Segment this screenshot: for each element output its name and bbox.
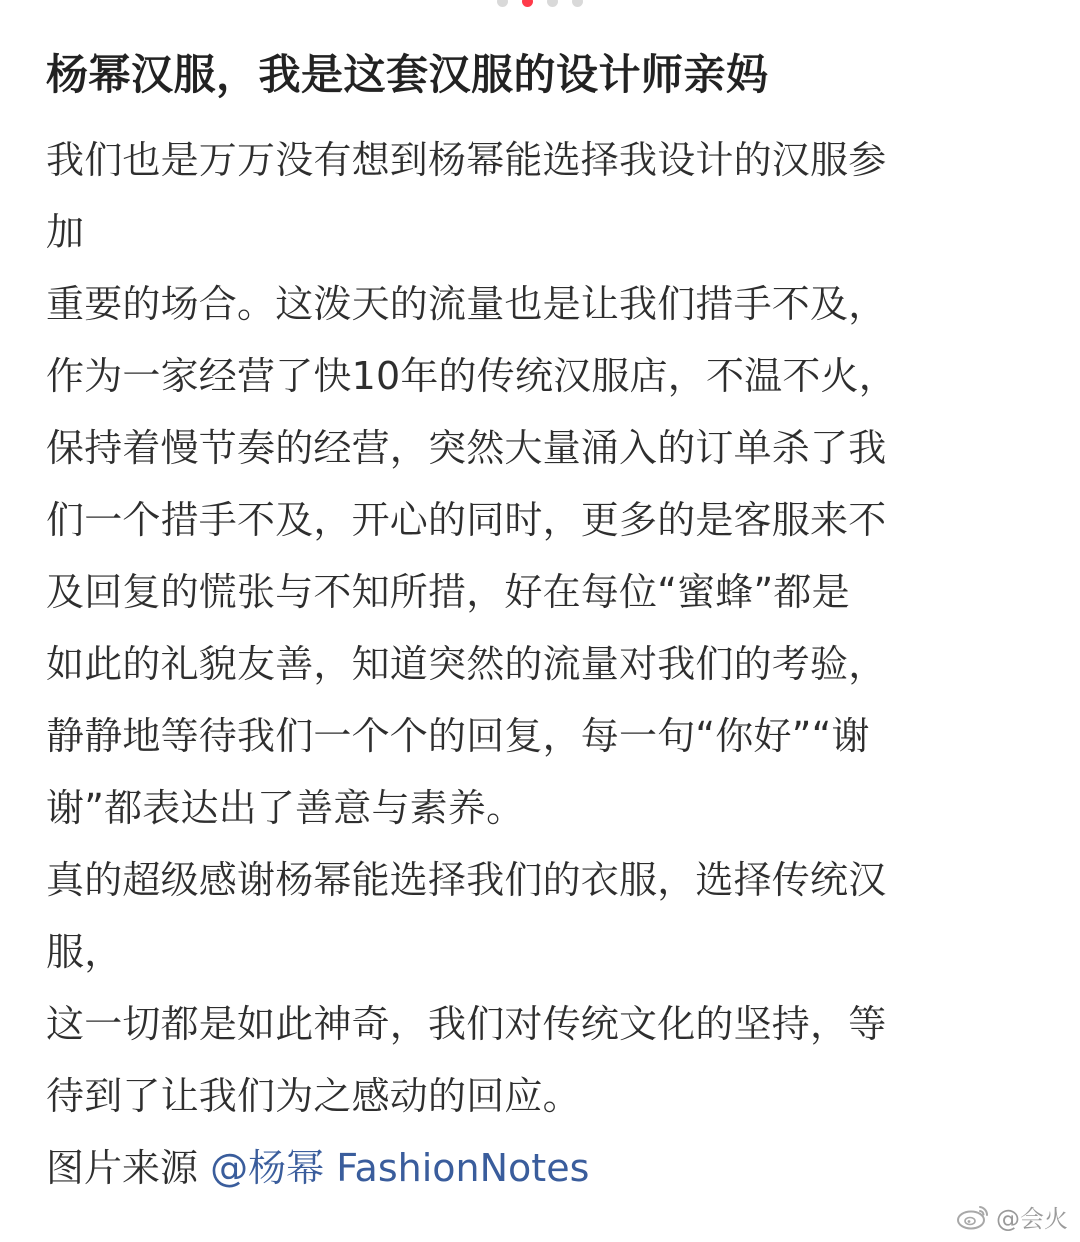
post-text-line: 我们也是万万没有想到杨幂能选择我设计的汉服参 [46,138,887,182]
carousel-dot[interactable] [572,0,583,7]
carousel-dot-active[interactable] [522,0,533,7]
post-body [46,40,1046,1204]
post-text-line: 重要的场合。这泼天的流量也是让我们措手不及， [46,282,887,326]
post-text-line: 真的超级感谢杨幂能选择我们的衣服，选择传统汉 [46,858,887,902]
post-text-line: 及回复的慌张与不知所措，好在每位“蜜蜂”都是 [46,570,850,614]
carousel-dot[interactable] [547,0,558,7]
image-credit [46,1132,1046,1204]
post-text-line: 如此的礼貌友善，知道突然的流量对我们的考验， [46,642,887,686]
post-text-line: 加 [46,210,85,254]
post-title: 杨幂汉服，我是这套汉服的设计师亲妈 [46,50,769,99]
credit-prefix: 图片来源 [46,1146,199,1190]
watermark-text: @会火 [996,1205,1068,1233]
post-text-line: 待到了让我们为之感动的回应。 [46,1074,581,1118]
post-text-line: 谢”都表达出了善意与素养。 [46,786,525,830]
post-text-line: 保持着慢节奏的经营，突然大量涌入的订单杀了我 [46,426,887,470]
post-text-line: 这一切都是如此神奇，我们对传统文化的坚持，等 [46,1002,887,1046]
post-text-line: 静静地等待我们一个个的回复，每一句“你好”“谢 [46,714,870,758]
post-text-line: 服， [46,930,123,974]
weibo-watermark [956,1199,1068,1234]
carousel-indicator[interactable] [0,0,1080,7]
credit-user-link[interactable]: @杨幂 FashionNotes [210,1146,590,1190]
weibo-icon [956,1204,990,1230]
post-text-line: 作为一家经营了快10年的传统汉服店，不温不火， [46,354,897,398]
carousel-dot[interactable] [497,0,508,7]
post-text-line: 们一个措手不及，开心的同时，更多的是客服来不 [46,498,887,542]
